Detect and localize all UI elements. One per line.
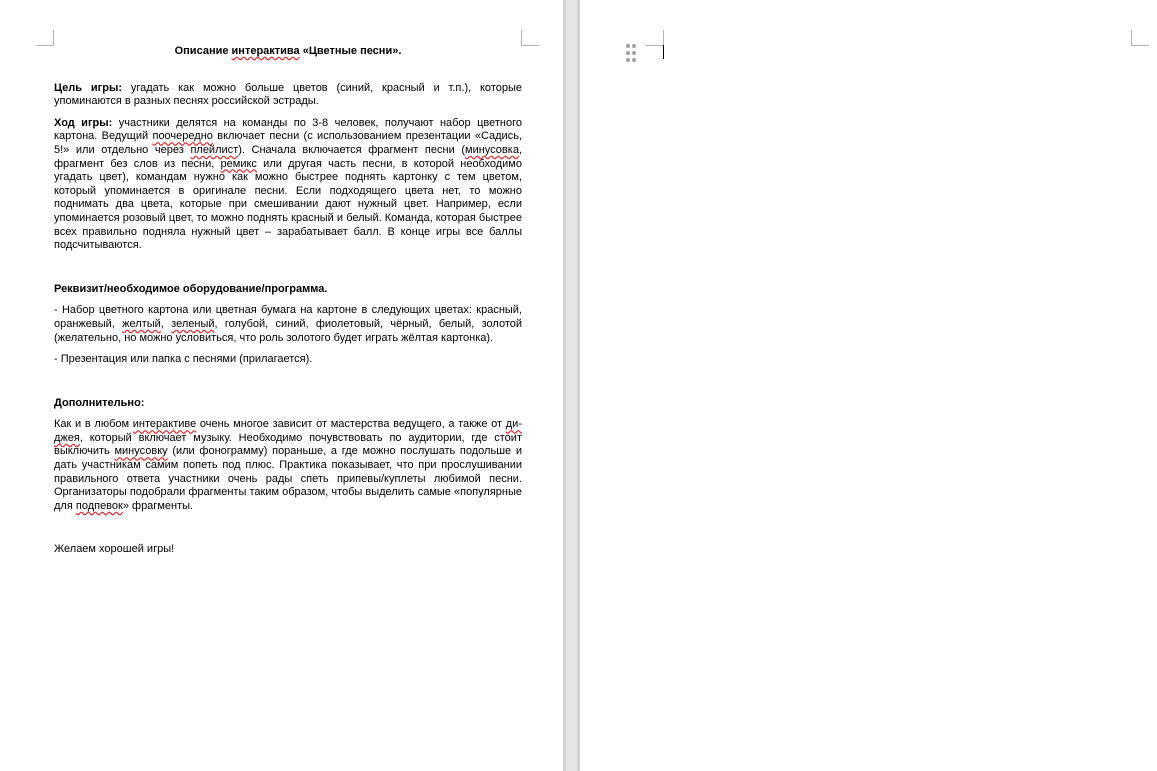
- props-item-2: - Презентация или папка с песнями (прилагается).: [54, 353, 313, 366]
- text-run: Как и в любом: [54, 418, 133, 431]
- course-paragraph: [54, 117, 522, 253]
- crop-mark-top-left: [646, 30, 647, 31]
- document-page-2[interactable]: [580, 0, 1157, 771]
- spell-error-word: минусовку: [114, 445, 168, 458]
- spell-error-word: желтый: [122, 317, 161, 330]
- document-title: [54, 45, 522, 59]
- title-prefix: Описание: [174, 45, 232, 57]
- text-run: » фрагменты.: [122, 499, 194, 512]
- document-page-1[interactable]: [0, 0, 563, 771]
- spell-error-word: минусовка: [465, 143, 519, 156]
- text-run: - Набор цветного картона или цветная бумага на картоне в следующих цветах: красный, оранжевый,: [54, 304, 522, 330]
- drag-handle-icon[interactable]: [624, 42, 638, 64]
- course-label: Ход игры:: [54, 116, 113, 129]
- spell-error-word: плейлист: [190, 143, 239, 156]
- props-item-1: [54, 304, 522, 345]
- spell-error-word: ремикс: [220, 157, 257, 170]
- text-run: ). Сначала включается фрагмент песни (: [238, 143, 466, 156]
- spell-error-word: подпевок: [75, 499, 123, 512]
- text-run: , который включает музыку. Необходимо почувствовать по аудитории, где стоит выключить: [54, 431, 522, 458]
- spell-error-word: интерактива: [231, 45, 300, 57]
- text-run: очень многое зависит от мастерства ведущего, а также от: [196, 418, 506, 431]
- spell-error-word: ди-джея: [54, 418, 522, 444]
- crop-mark-top-right: [521, 30, 522, 31]
- spell-error-word: поочередно: [152, 130, 213, 143]
- text-run: (или фонограмму) пораньше, а где можно послушать подольше и дать участникам самим попеть под плюс. Практика показывает, что при прослушивании правильного ответа участники очень рады спеть припевы/куплеты любимой песни. Организаторы подобрали фрагменты таким образом, чтобы выделить самые «популярные для: [54, 445, 522, 512]
- title-suffix: «Цветные песни».: [299, 45, 402, 57]
- document-body[interactable]: [54, 45, 522, 557]
- closing-line: Желаем хорошей игры!: [54, 543, 175, 556]
- text-run: , фрагмент без слов из песни,: [54, 143, 522, 170]
- props-heading: Реквизит/необходимое оборудование/программа.: [54, 282, 328, 295]
- page-gutter: [563, 0, 580, 771]
- extra-heading: Дополнительно:: [54, 396, 145, 409]
- text-cursor: [663, 45, 664, 59]
- spell-error-word: зеленый: [171, 317, 215, 330]
- text-run: ,: [160, 317, 172, 330]
- crop-mark-top-right: [1131, 30, 1132, 31]
- goal-text: угадать как можно больше цветов (синий, красный и т.п.), которые упоминаются в разных песнях российской эстрады.: [54, 81, 522, 108]
- goal-label: Цель игры:: [54, 81, 122, 94]
- goal-paragraph: [54, 82, 522, 109]
- text-run: участники делятся на команды по 3-8 человек, получают набор цветного картона. Ведущий: [54, 116, 522, 143]
- spell-error-word: интерактиве: [132, 418, 197, 431]
- text-run: , голубой, синий, фиолетовый, чёрный, белый, золотой (желательно, но можно условиться, что роль золотого будет играть жёлтая картонка).: [54, 317, 522, 344]
- text-run: или другая часть песни, в которой необходимо угадать цвет), командам нужно как можно быстрее поднять картонку с тем цветом, который упоминается в оригинале песни. Если подходящего цвета нет, то можно поднимать два цвета, которые при смешивании дают нужный цвет. Например, если упоминается розовый цвет, то можно поднять красный и белый. Команда, которая быстрее всех правильно подняла нужный цвет – зарабатывает балл. В конце игры все баллы подсчитываются.: [54, 157, 522, 252]
- extra-paragraph: [54, 418, 522, 513]
- text-run: включает песни (с использованием презентации «Садись, 5!» или отдельно через: [54, 130, 522, 156]
- crop-mark-top-left: [36, 30, 37, 31]
